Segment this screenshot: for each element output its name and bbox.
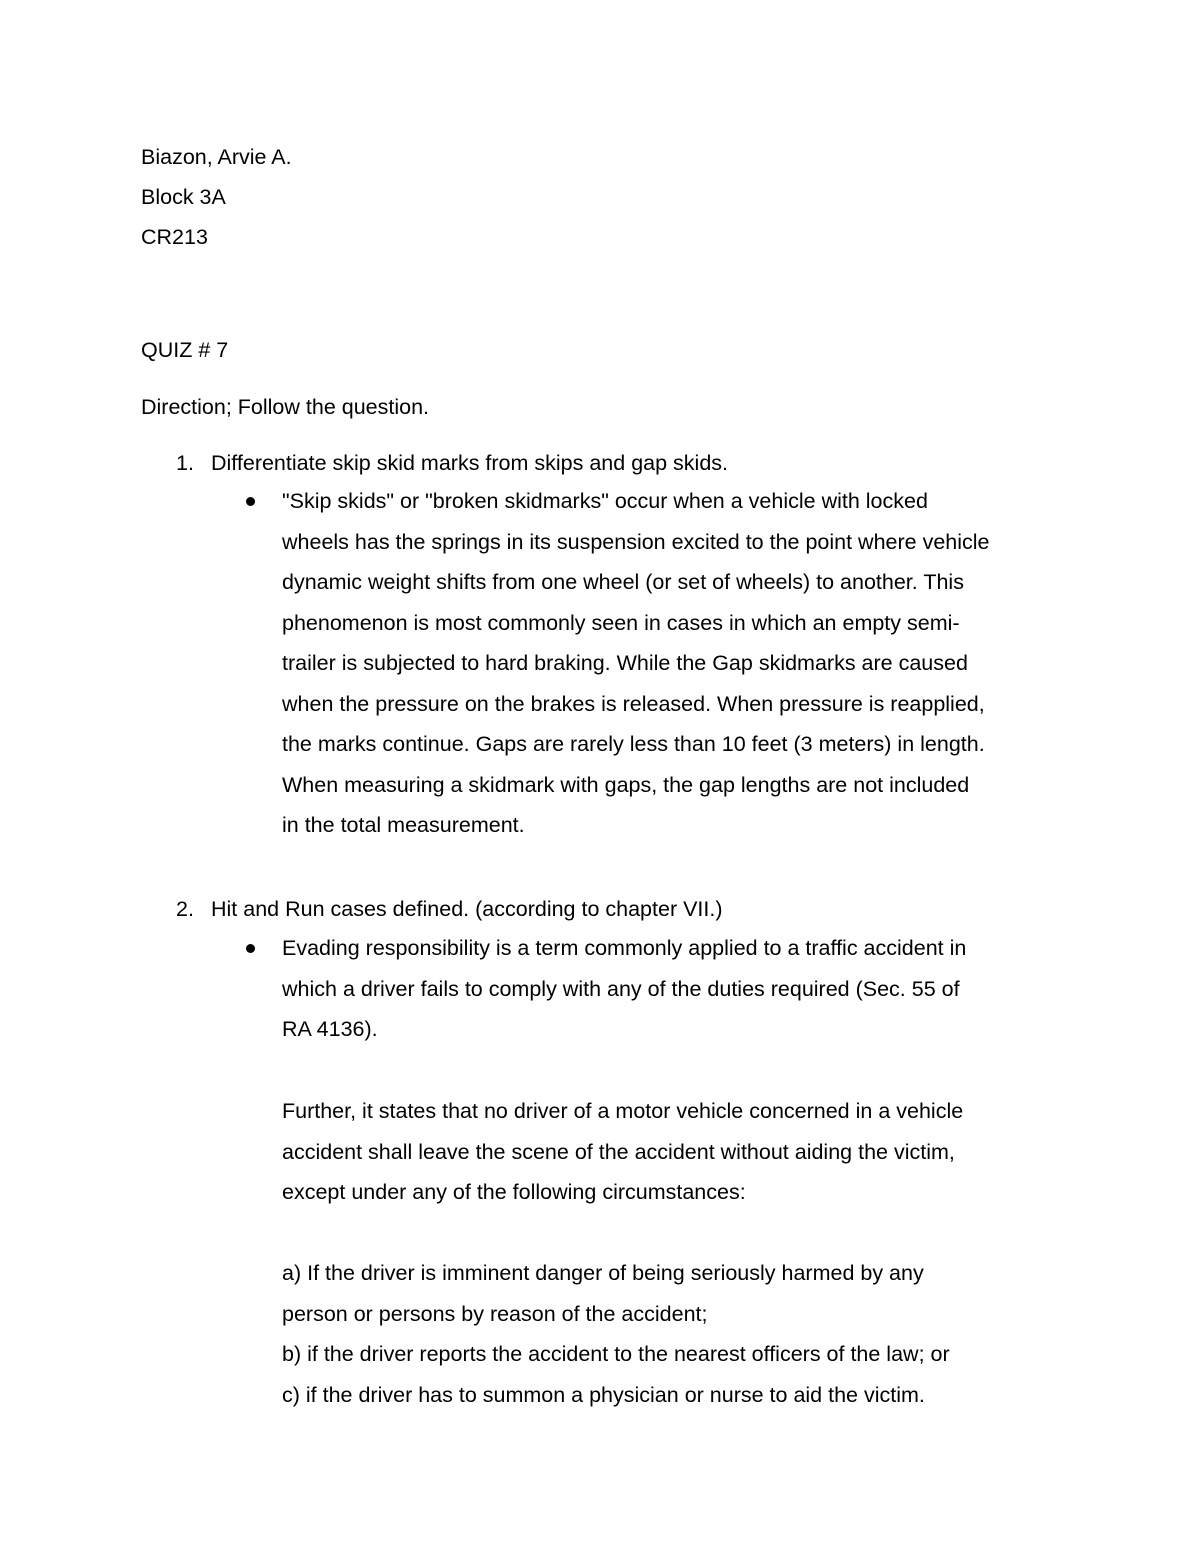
answer-line: the marks continue. Gaps are rarely less than 10 feet (3 meters) in length. [282, 732, 985, 756]
further-line: except under any of the following circumstances: [282, 1180, 746, 1204]
further-line: accident shall leave the scene of the accident without aiding the victim, [282, 1139, 955, 1164]
answer-line: when the pressure on the brakes is released. When pressure is reapplied, [282, 691, 985, 716]
answer-line: RA 4136). [282, 1017, 378, 1041]
further-line: Further, it states that no driver of a motor vehicle concerned in a vehicle [282, 1099, 964, 1123]
answer-line: "Skip skids" or "broken skidmarks" occur when a vehicle with locked [282, 489, 928, 513]
answer-line: trailer is subjected to hard braking. While the Gap skidmarks are caused [282, 651, 968, 675]
answer-line: When measuring a skidmark with gaps, the gap lengths are not included [282, 772, 970, 797]
answer-paragraph [282, 481, 1072, 846]
circumstance-line: b) if the driver reports the accident to the nearest officers of the law; or [282, 1342, 950, 1366]
question-number: 1. [176, 451, 194, 475]
answer-line: phenomenon is most commonly seen in cases in which an empty semi- [282, 610, 960, 635]
answer-line: in the total measurement. [282, 813, 525, 837]
answer-line: dynamic weight shifts from one wheel (or set of wheels) to another. This [282, 570, 964, 594]
question-number: 2. [176, 897, 194, 921]
bullet-icon [246, 944, 255, 953]
circumstance-line: c) if the driver has to summon a physician or nurse to aid the victim. [282, 1382, 925, 1407]
circumstances-list [282, 1253, 1072, 1415]
student-name: Biazon, Arvie A. [141, 145, 292, 169]
circumstance-line: a) If the driver is imminent danger of being seriously harmed by any [282, 1261, 924, 1285]
bullet-icon [246, 497, 255, 506]
quiz-title: QUIZ # 7 [141, 338, 229, 362]
circumstance-line: person or persons by reason of the accident; [282, 1301, 708, 1326]
question-text: Differentiate skip skid marks from skips and gap skids. [211, 451, 728, 475]
further-paragraph [282, 1091, 1072, 1213]
answer-paragraph [282, 928, 1072, 1050]
answer-line: which a driver fails to comply with any of the duties required (Sec. 55 of [282, 976, 960, 1001]
question-text: Hit and Run cases defined. (according to chapter VII.) [211, 897, 723, 921]
answer-line: wheels has the springs in its suspension excited to the point where vehicle [282, 529, 990, 554]
course-code: CR213 [141, 225, 208, 249]
answer-line: Evading responsibility is a term commonly applied to a traffic accident in [282, 936, 967, 960]
direction-text: Direction; Follow the question. [141, 395, 430, 419]
student-block: Block 3A [141, 185, 226, 209]
